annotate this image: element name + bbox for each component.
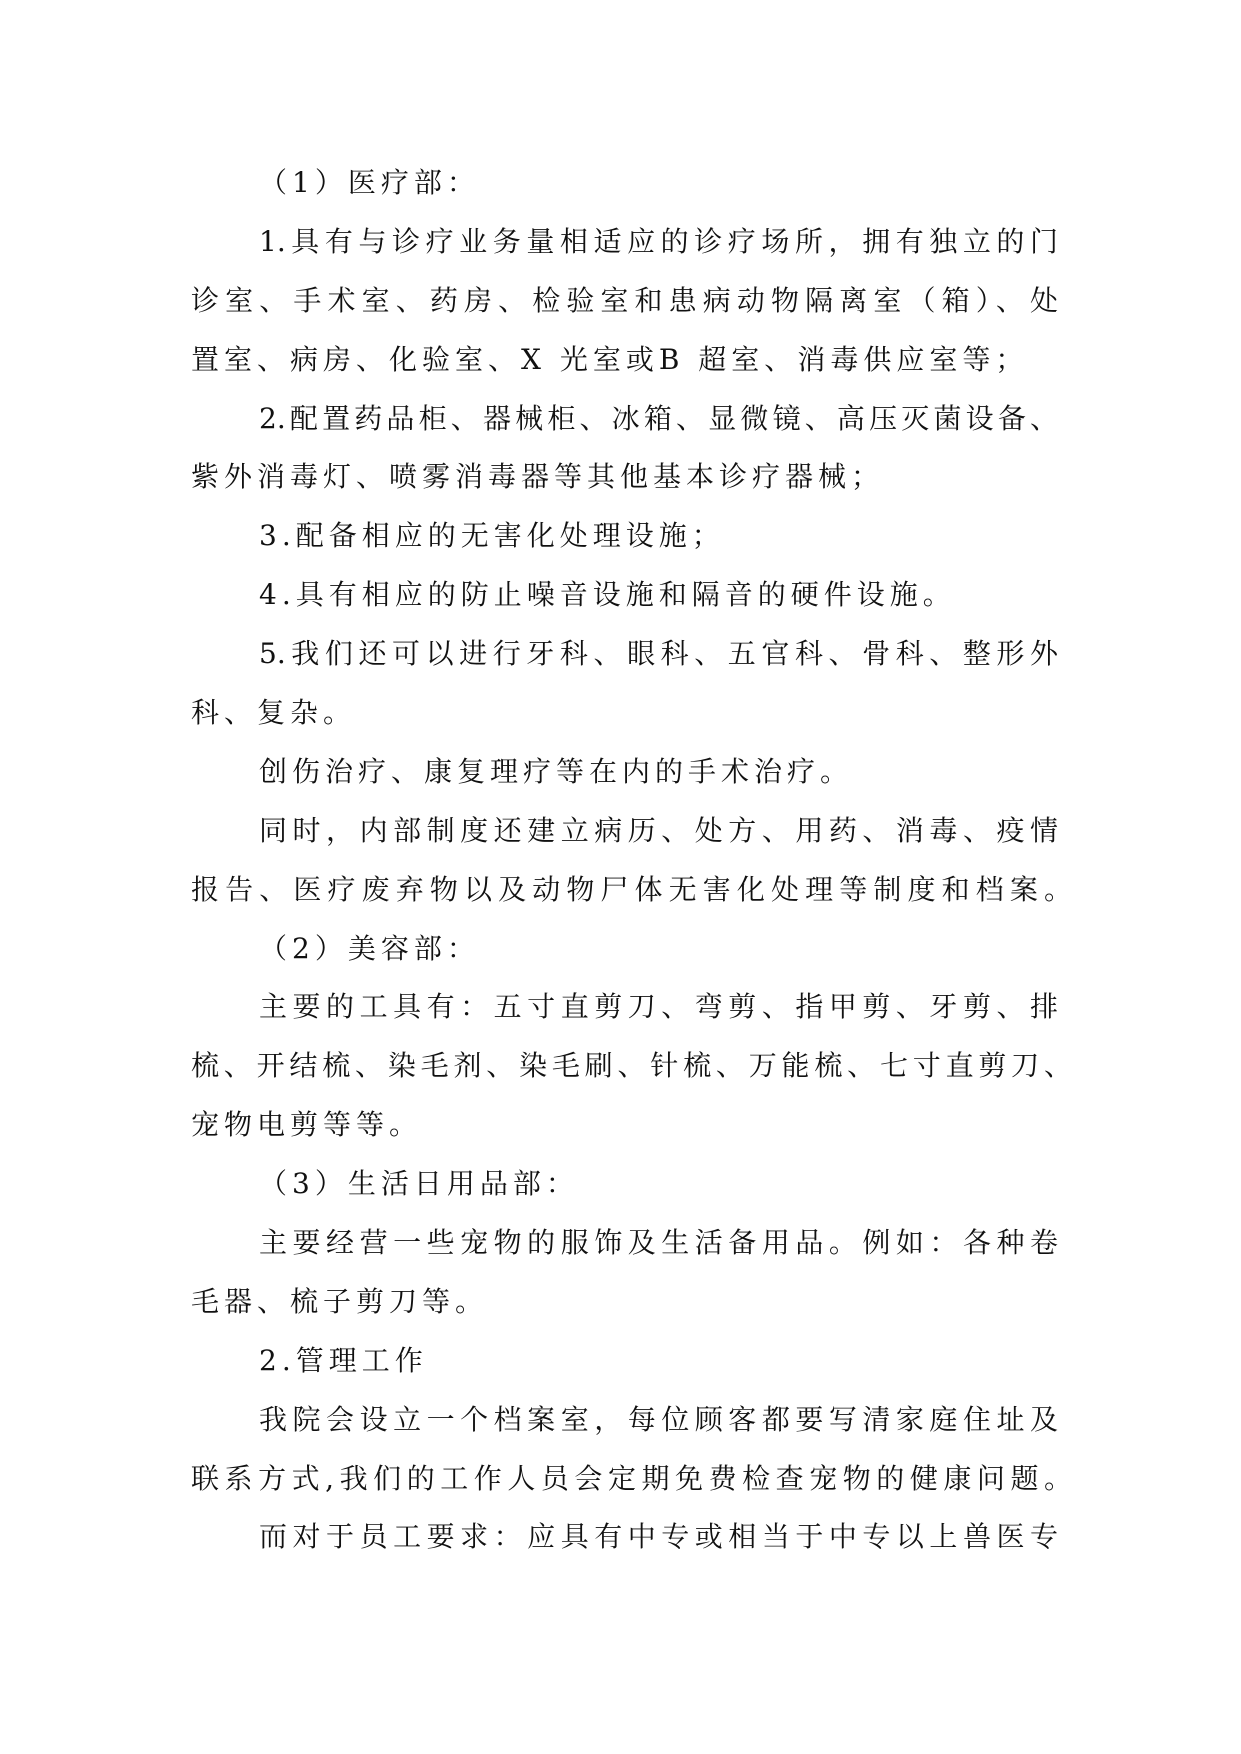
text-line: 而对于员工要求：应具有中专或相当于中专以上兽医专 (259, 1520, 1058, 1554)
text-line: 3.配备相应的无害化处理设施； (259, 519, 725, 553)
text-line: 同时，内部制度还建立病历、处方、用药、消毒、疫情 (259, 813, 1058, 847)
text-line: （3）生活日用品部： (259, 1167, 579, 1201)
text-line: 宠物电剪等等。 (191, 1108, 423, 1142)
paragraph (191, 743, 1072, 802)
text-line: 5.我们还可以进行牙科、眼科、五官科、骨科、整形外 (259, 637, 1058, 671)
text-line: （2）美容部： (259, 931, 480, 965)
text-line: 2.配置药品柜、器械柜、冰箱、显微镜、高压灭菌设备、 (259, 401, 1058, 435)
section-heading (191, 1332, 1072, 1391)
text-line: 科、复杂。 (191, 696, 357, 730)
text-line: 主要经营一些宠物的服饰及生活备用品。例如：各种卷 (259, 1226, 1058, 1260)
text-line: 报告、医疗废弃物以及动物尸体无害化处理等制度和档案。 (191, 872, 1072, 906)
text-line: 毛器、梳子剪刀等。 (191, 1284, 489, 1318)
text-line: 4.具有相应的防止噪音设施和隔音的硬件设施。 (259, 578, 956, 612)
section-heading (191, 154, 1072, 213)
paragraph (191, 1391, 1072, 1509)
section-heading (191, 920, 1072, 979)
paragraph (191, 1508, 1072, 1567)
paragraph (191, 1214, 1072, 1332)
text-line: 置室、病房、化验室、X 光室或B 超室、消毒供应室等； (191, 342, 1029, 376)
paragraph (191, 978, 1072, 1155)
text-line: 创伤治疗、康复理疗等在内的手术治疗。 (259, 754, 854, 788)
text-line: 梳、开结梳、染毛剂、染毛刷、针梳、万能梳、七寸直剪刀、 (191, 1049, 1072, 1083)
text-line: 2.管理工作 (259, 1343, 428, 1377)
text-line: 1.具有与诊疗业务量相适应的诊疗场所，拥有独立的门 (259, 224, 1058, 258)
section-heading (191, 1155, 1072, 1214)
paragraph (191, 566, 1072, 625)
text-line: 主要的工具有：五寸直剪刀、弯剪、指甲剪、牙剪、排 (259, 990, 1058, 1024)
text-line: 紫外消毒灯、喷雾消毒器等其他基本诊疗器械； (191, 460, 885, 494)
text-line: （1）医疗部： (259, 166, 480, 199)
paragraph (191, 507, 1072, 566)
document-body (191, 154, 1072, 1567)
text-line: 诊室、手术室、药房、检验室和患病动物隔离室（箱）、处 (191, 283, 1058, 317)
paragraph (191, 213, 1072, 390)
paragraph (191, 625, 1072, 743)
paragraph (191, 802, 1072, 920)
paragraph (191, 390, 1072, 508)
text-line: 我院会设立一个档案室，每位顾客都要写清家庭住址及 (259, 1402, 1058, 1436)
text-line: 联系方式,我们的工作人员会定期免费检查宠物的健康问题。 (191, 1461, 1072, 1495)
